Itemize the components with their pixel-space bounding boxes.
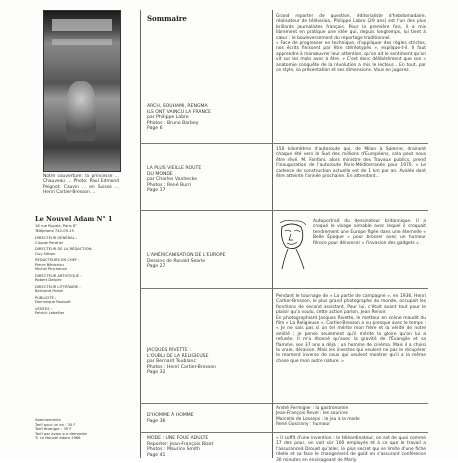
article-description: 150 kilomètres d'autoroute qui, de Milan à Salerne, drainent chaque été vers le Sud des millions d'Européens, cela peut nous être rêvé. M. Fanfani, alors ministre des Travaux publics, prend l'inauguration de l'autoroute Paris-Méditerranée pour 1970. « Le cadence de construction actuelle est de 1 km par an. Avalée dont être atteinte l'année prochaine. En attendant... — [276, 147, 426, 180]
masthead-block: DIRECTEUR GÉNÉRAL : Claude Perdriel — [35, 236, 78, 245]
cover-figure — [66, 81, 96, 141]
column-writers-list: André Fermigier : la gastronomie Jean-François Revel : les sourires Marcelle de Lesseps : le jeu à la mode René Goscinny : humour — [276, 406, 360, 428]
phone-line: Téléphone 742-09-15 — [35, 228, 74, 233]
article-entry[interactable]: D'HOMME À HOMME Page 36 — [147, 413, 194, 424]
masthead-title: Le Nouvel Adam N° 1 — [35, 215, 113, 223]
section-divider — [140, 210, 428, 211]
cover-photo — [43, 10, 121, 172]
cover-caption: Notre couverture: la princesse ... Chauveau ... Photo: Paul Edmond Peignot; Cauvin ... en Suisse ... Henri Cartier-Bresson ... — [43, 174, 119, 196]
masthead-block: VENTES : Patrick Lebellier — [35, 306, 65, 315]
masthead — [35, 224, 135, 316]
article-entry[interactable]: MODE : UNE FOUE ADULTE Reporter: Jean-François Bizot Photos : Maurice Smith Page 41 — [147, 436, 214, 458]
article-description: « Il suffit d'une invention : le téléordinateur, on est de quoi comme 17 des pour, on voit sûr 100 employés et à ce que le travail a l'assuranceà Drouet qu'aller, le plus secret qui se limite d'une fiche réelle et sa face le changement de goût en s'assurant conférence 30 minutes en envisageant de Marly. — [276, 436, 426, 463]
column-rule-left — [140, 10, 141, 458]
article-description: Grand reporter de question, éditorialiste d'hebdomadaire, réalisateur de télévision, Philippe Labro (29 ans) est l'un des plus brillants journalistes français. Pour la première fois, il a mis librement en pratique une idée qui, depuis longtemps, lui tient à cœur : le bouleversement du reportage traditionnel. « Face de progresser en technique, d'appliquer des règles strictes, nos écrits finissent par être stéréotypés », explique-t-il. Il faut apprendre à manœuvrer leur attention, qu'on ait le sentiment qu'on vit sur les mots avec à être. » C'est donc délibérément que son « anatomie conquête de la révolution a mis le lecteur... En tout, par ce style, sa présentation et ses dimensions. Vous en jugerez. — [276, 14, 426, 74]
article-entry[interactable]: JACQUES RIVETTE : L'OUBLI DE LA RELIGIEUSE par Bernard Toublanc Photos : Henri Cartier-Bresson Page 32 — [147, 348, 216, 375]
section-divider — [140, 288, 428, 289]
subscription-info: Abonnements Tarif pour un an : 30 F Tarif étranger : 35 F Tarif par avion sur demande © Le Nouvel Adam 1966 — [35, 418, 87, 440]
article-entry[interactable]: LA PLUS VIEILLE ROUTE DU MONDE par Charles Vanhecke Photos : René Burri Page 17 — [147, 166, 202, 193]
masthead-block: DIRECTEUR LITTÉRAIRE : Bertrand Poirot — [35, 284, 81, 293]
sommaire-heading: Sommaire — [147, 14, 187, 23]
section-divider — [140, 143, 428, 144]
column-rule-right — [272, 10, 273, 458]
article-description: Autoportrait du dessinateur britannique. Il a croqué le visage aimable avec lequel il croquait tendrement une Europe figée dans une éternelle « Belle Époque » pour brosser avec un humour féroce pour dénoncer « l'invasion des gadgets ». — [313, 219, 426, 246]
section-divider — [140, 432, 428, 433]
article-entry[interactable]: L'AMÉRICANISATION DE L'EUROPE Dessins de Ronald Searle Page 27 — [147, 253, 226, 269]
masthead-address — [35, 224, 135, 233]
cover-title-band — [52, 19, 112, 31]
masthead-block: PUBLICITÉ : Dominique Rousset — [35, 295, 71, 304]
address-line: 18 rue Royale, Paris 8° — [35, 224, 78, 228]
masthead-block: RÉDACTEURS EN CHEF : Pierre Bénichou Michel Pinchenon — [35, 258, 80, 271]
masthead-block: DIRECTEUR DE LA RÉDACTION: Guy Sitbon — [35, 247, 93, 256]
section-divider — [140, 403, 428, 404]
article-description: Pendant le tournage de « La partie de campagne », en 1936, Henri Cartier-Bresson, le plus grand photographe du monde, occupait les fonctions de second assistant. Pour lui, c'était avant tout pour le plaisir qu'a voulu, cette action parlon, Jean Renoir. En photographiant Jacques Rivette, le metteur en scène maudit du film « La Religieuse », Cartier-Bresson a vu presque avec le temps : « Je ne sais pas si un tel mérite mon frère et la vérité de notre amitié ; je pense seulement qu'il mérite la gloire qu'on lui a refusée. Il m'a étonné qu'avec la gravité de l'Évangile et sa flamme, ses 37 ans a déjà ; un homme de cinéma. Mais il a choisi la vraie, déraison. Mais les insectes qui veulent ne pas le récupérer le moment inverse de ceux qui veulent montrer qu'il a la même chose que mon autre nature. » — [276, 294, 426, 364]
article-entry[interactable]: ARCH, SOUHAMI, RENGMA ILS ONT VAINCU LA FRANCE par Philippe Labro Photos : Bruno Barbey Page 6 — [147, 104, 212, 131]
masthead-block: DIRECTEUR ARTISTIQUE : Robert Delpire — [35, 273, 82, 282]
searle-self-portrait-sketch — [276, 219, 308, 269]
cover-subtitle-band — [52, 39, 112, 45]
